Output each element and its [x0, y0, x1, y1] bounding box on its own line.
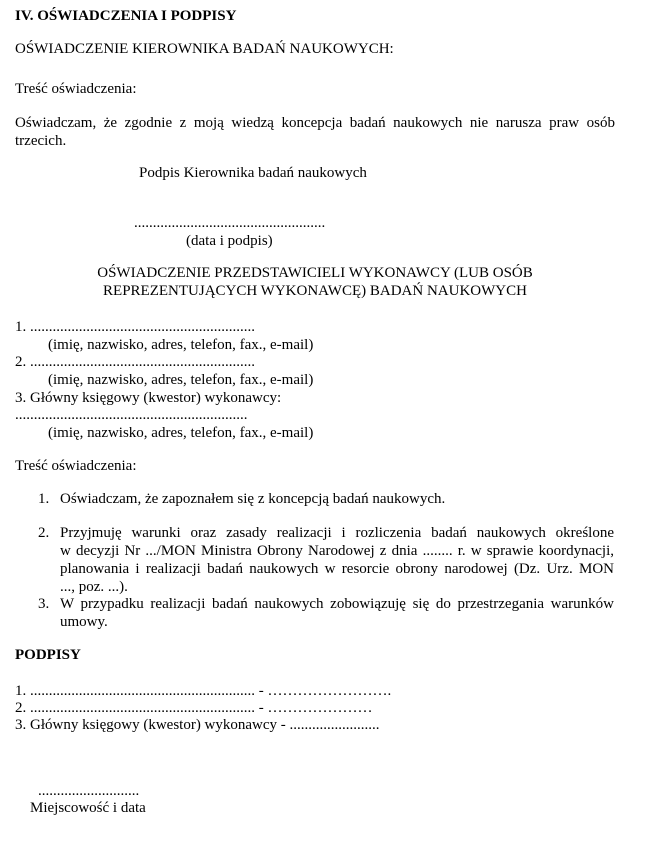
- item-3-text-line2: umowy.: [60, 614, 108, 630]
- statement1-content-label: Treść oświadczenia:: [15, 81, 137, 97]
- item-3-text-line1: W przypadku realizacji badań naukowych zobowiązuję się do przestrzegania warunków: [60, 596, 614, 612]
- representative-1-caption: (imię, nazwisko, adres, telefon, fax., e-mail): [48, 337, 314, 353]
- chief-accountant-line: 3. Główny księgowy (kwestor) wykonawcy:: [15, 390, 282, 406]
- place-date-label: Miejscowość i data: [30, 800, 146, 816]
- statement1-title: OŚWIADCZENIE KIEROWNIKA BADAŃ NAUKOWYCH:: [15, 41, 394, 57]
- chief-accountant-dots: ..............................................................: [15, 407, 248, 423]
- statement1-signature-label: Podpis Kierownika badań naukowych: [139, 165, 367, 181]
- item-2-text-line1: Przyjmuję warunki oraz zasady realizacji i rozliczenia badań naukowych określone: [60, 525, 614, 541]
- signatures-heading: PODPISY: [15, 647, 81, 663]
- statement1-text-line1: Oświadczam, że zgodnie z moją wiedzą koncepcja badań naukowych nie narusza praw osób: [15, 115, 615, 131]
- item-1-number: 1.: [38, 491, 50, 507]
- statement2-title-line2: REPREZENTUJĄCYCH WYKONAWCĘ) BADAŃ NAUKOWYCH: [103, 283, 527, 299]
- representative-2-caption: (imię, nazwisko, adres, telefon, fax., e-mail): [48, 372, 314, 388]
- statement2-content-label: Treść oświadczenia:: [15, 458, 137, 474]
- signature-line-1: 1. ............................................................ - …………………….: [15, 683, 392, 699]
- statement1-text-line2: trzecich.: [15, 133, 67, 149]
- statement1-signature-dots: ...................................................: [134, 215, 326, 231]
- signature-line-3: 3. Główny księgowy (kwestor) wykonawcy - ........................: [15, 717, 380, 733]
- representative-2-line: 2. ............................................................: [15, 354, 255, 370]
- item-2-text-line2: w decyzji Nr .../MON Ministra Obrony Narodowej z dnia ........ r. w sprawie koordynacji,: [60, 543, 614, 559]
- section-heading: IV. OŚWIADCZENIA I PODPISY: [15, 8, 237, 24]
- item-1-text: Oświadczam, że zapoznałem się z koncepcją badań naukowych.: [60, 491, 446, 507]
- place-date-dots: ...........................: [38, 783, 140, 799]
- representative-1-line: 1. ............................................................: [15, 319, 255, 335]
- item-2-text-line3: planowania i realizacji badań naukowych w resorcie obrony narodowej (Dz. Urz. MON: [60, 561, 614, 577]
- item-2-number: 2.: [38, 525, 50, 541]
- chief-accountant-caption: (imię, nazwisko, adres, telefon, fax., e-mail): [48, 425, 314, 441]
- item-3-number: 3.: [38, 596, 50, 612]
- item-2-text-line4: ..., poz. ...).: [60, 579, 128, 595]
- statement2-title-line1: OŚWIADCZENIE PRZEDSTAWICIELI WYKONAWCY (LUB OSÓB: [97, 265, 533, 281]
- statement1-date-signature-caption: (data i podpis): [186, 233, 273, 249]
- signature-line-2: 2. ............................................................ - …………………: [15, 700, 373, 716]
